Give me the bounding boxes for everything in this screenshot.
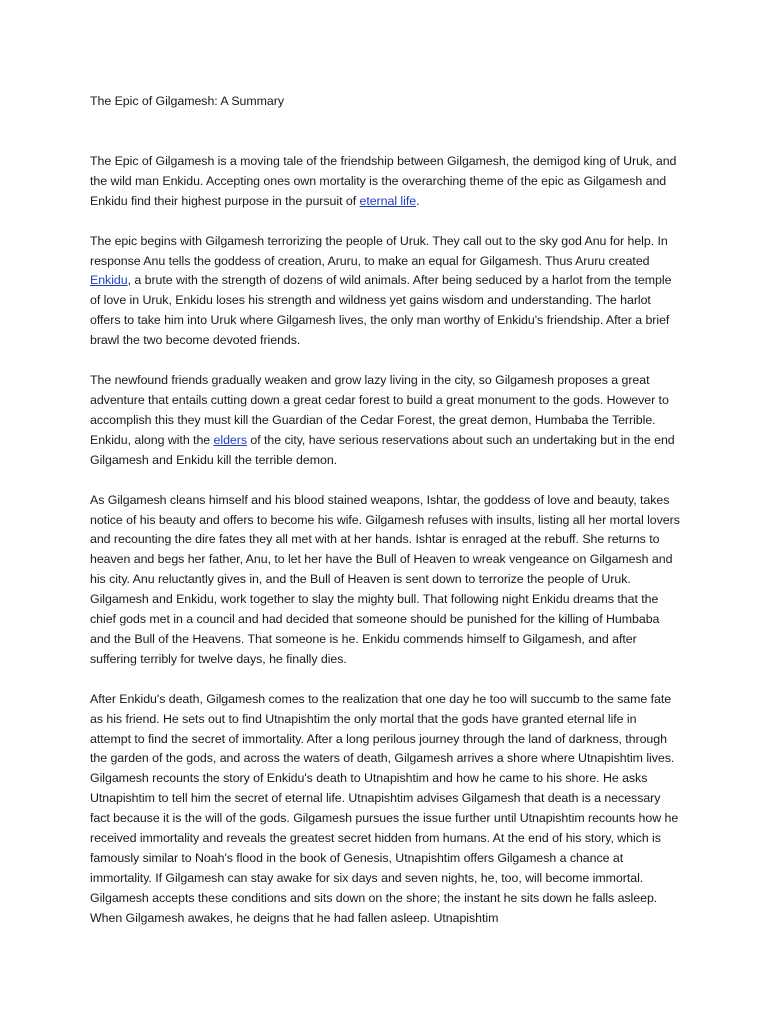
document-title: The Epic of Gilgamesh: A Summary bbox=[90, 94, 284, 108]
link-elders[interactable]: elders bbox=[213, 432, 247, 447]
paragraph-utnapishtim: After Enkidu's death, Gilgamesh comes to the realization that one day he too will succumb to the same fate as his friend. He sets out to find Utnapishtim the only mortal that the gods have granted eternal life in attempt to find the secret of immortality. After a long perilous journey through the land of darkness, through the garden of the gods, and across the waters of death, Gilgamesh arrives a shore where Utnapishtim lives. Gilgamesh recounts the story of Enkidu's death to Utnapishtim and how he came to his shore. He asks Utnapishtim to tell him the secret of eternal life. Utnapishtim advises Gilgamesh that death is a necessary fact because it is the will of the gods. Gilgamesh pursues the issue further until Utnapishtim recounts how he received immortality and reveals the greatest secret hidden from humans. At the end of his story, which is famously similar to Noah's flood in the book of Genesis, Utnapishtim offers Gilgamesh a chance at immortality. If Gilgamesh can stay awake for six days and seven nights, he, too, will become immortal. Gilgamesh accepts these conditions and sits down on the shore; the instant he sits down he falls asleep. When Gilgamesh awakes, he deigns that he had fallen asleep. Utnapishtim bbox=[90, 691, 679, 925]
document-page bbox=[90, 92, 680, 949]
paragraph-text: . bbox=[416, 193, 420, 208]
paragraph-cedar-forest bbox=[90, 371, 680, 471]
paragraph-text: The Epic of Gilgamesh is a moving tale of the friendship between Gilgamesh, the demigod king of Uruk, and the wild man Enkidu. Accepting ones own mortality is the overarching theme of the epic as Gilgamesh and Enkidu find their highest purpose in the pursuit of bbox=[90, 153, 677, 208]
paragraph-enkidu-creation bbox=[90, 232, 680, 351]
paragraph-text: The epic begins with Gilgamesh terrorizing the people of Uruk. They call out to the sky god Anu for help. In response Anu tells the goddess of creation, Aruru, to make an equal for Gilgamesh. Thus Aruru created bbox=[90, 233, 668, 268]
paragraph-text: The newfound friends gradually weaken and grow lazy living in the city, so Gilgamesh proposes a great adventure that entails cutting down a great cedar forest to build a great monument to the gods. However to accomplish this they must kill the Guardian of the Cedar Forest, the great demon, Humbaba the Terrible. Enkidu, along with the bbox=[90, 373, 669, 447]
paragraph-intro bbox=[90, 152, 680, 212]
paragraph-text: , a brute with the strength of dozens of wild animals. After being seduced by a harlot from the temple of love in Uruk, Enkidu loses his strength and wildness yet gains wisdom and understanding. The harlot offers to take him into Uruk where Gilgamesh lives, the only man worthy of Enkidu's friendship. After a brief brawl the two become devoted friends. bbox=[90, 273, 672, 348]
link-enkidu[interactable]: Enkidu bbox=[90, 273, 128, 288]
paragraph-ishtar: As Gilgamesh cleans himself and his blood stained weapons, Ishtar, the goddess of love and beauty, takes notice of his beauty and offers to become his wife. Gilgamesh refuses with insults, listing all her mortal lovers and recounting the dire fates they all met with at her hands. Ishtar is enraged at the rebuff. She returns to heaven and begs her father, Anu, to let her have the Bull of Heaven to wreak vengeance on Gilgamesh and his city. Anu reluctantly gives in, and the Bull of Heaven is sent down to terrorize the people of Uruk. Gilgamesh and Enkidu, work together to slay the mighty bull. That following night Enkidu dreams that the chief gods met in a council and had decided that someone should be punished for the killing of Humbaba and the Bull of the Heavens. That someone is he. Enkidu commends himself to Gilgamesh, and after suffering terribly for twelve days, he finally dies. bbox=[90, 492, 680, 666]
link-eternal-life[interactable]: eternal life bbox=[359, 193, 417, 208]
paragraph-text: of the city, have serious reservations about such an undertaking but in the end Gilgamesh and Enkidu kill the terrible demon. bbox=[90, 432, 675, 467]
